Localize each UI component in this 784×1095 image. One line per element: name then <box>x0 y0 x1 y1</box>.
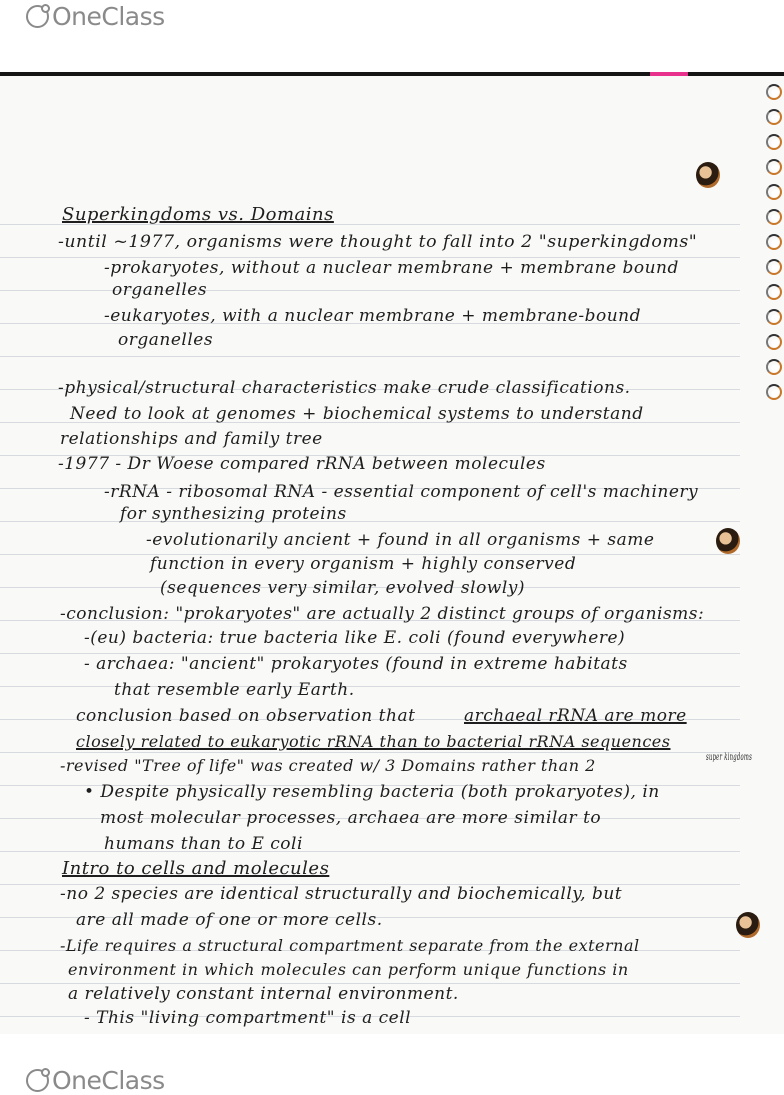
spiral-ring-icon <box>766 209 782 225</box>
note-line: - This "living compartment" is a cell <box>84 1008 412 1028</box>
pink-mark <box>650 72 688 76</box>
ruled-line <box>0 356 740 357</box>
punch-hole-icon <box>696 162 720 188</box>
note-line: -revised "Tree of life" was created w/ 3 Domains rather than 2 <box>60 756 596 775</box>
notebook-page <box>0 72 784 1034</box>
note-line: -no 2 species are identical structurally and biochemically, but <box>60 884 623 904</box>
ruled-line <box>0 686 740 687</box>
spiral-ring-icon <box>766 109 782 125</box>
oneclass-logo-top <box>26 2 165 31</box>
note-line: relationships and family tree <box>60 429 323 449</box>
spiral-ring-icon <box>766 84 782 100</box>
note-line: - archaea: "ancient" prokaryotes (found in extreme habitats <box>84 654 628 674</box>
punch-hole-icon <box>736 912 760 938</box>
brand-name: OneClass <box>52 1066 165 1095</box>
oneclass-logo-bottom <box>26 1066 165 1095</box>
spiral-ring-icon <box>766 284 782 300</box>
note-line: (sequences very similar, evolved slowly) <box>160 578 526 598</box>
note-line: environment in which molecules can perform unique functions in <box>68 960 629 979</box>
note-line: -rRNA - ribosomal RNA - essential component of cell's machinery <box>104 482 699 502</box>
note-line: are all made of one or more cells. <box>76 910 383 930</box>
note-line: that resemble early Earth. <box>114 680 355 700</box>
note-line: -(eu) bacteria: true bacteria like E. coli (found everywhere) <box>84 628 626 648</box>
punch-hole-icon <box>716 528 740 554</box>
note-line: -evolutionarily ancient + found in all organisms + same <box>146 530 655 550</box>
logo-circle-icon <box>26 1069 49 1092</box>
brand-name: OneClass <box>52 2 165 31</box>
note-line: function in every organism + highly conserved <box>150 554 577 574</box>
note-line: -until ~1977, organisms were thought to fall into 2 "superkingdoms" <box>58 232 698 252</box>
note-line: a relatively constant internal environment. <box>68 984 459 1004</box>
note-line: organelles <box>118 330 214 350</box>
note-line-underlined: archaeal rRNA are more <box>464 706 687 726</box>
note-line: • Despite physically resembling bacteria (both prokaryotes), in <box>84 782 660 802</box>
spiral-ring-icon <box>766 334 782 350</box>
note-line: organelles <box>112 280 208 300</box>
spiral-ring-icon <box>766 234 782 250</box>
ruled-line <box>0 752 740 753</box>
note-line: conclusion based on observation that <box>76 706 416 726</box>
note-line: for synthesizing proteins <box>120 504 347 524</box>
note-line: -conclusion: "prokaryotes" are actually 2 distinct groups of organisms: <box>60 604 705 624</box>
section-heading: Intro to cells and molecules <box>62 858 330 879</box>
logo-circle-icon <box>26 5 49 28</box>
note-line-underlined: closely related to eukaryotic rRNA than to bacterial rRNA sequences <box>76 732 671 751</box>
note-line: -physical/structural characteristics make crude classifications. <box>58 378 631 398</box>
ruled-line <box>0 290 740 291</box>
spiral-ring-icon <box>766 184 782 200</box>
spiral-ring-icon <box>766 384 782 400</box>
note-line: -1977 - Dr Woese compared rRNA between molecules <box>58 454 546 474</box>
ruled-line <box>0 521 740 522</box>
spiral-ring-icon <box>766 159 782 175</box>
notes-heading: Superkingdoms vs. Domains <box>62 204 334 225</box>
note-line: Need to look at genomes + biochemical systems to understand <box>70 404 644 424</box>
note-line: -eukaryotes, with a nuclear membrane + membrane-bound <box>104 306 641 326</box>
note-line: most molecular processes, archaea are more similar to <box>100 808 602 828</box>
note-line: -Life requires a structural compartment separate from the external <box>60 936 640 955</box>
spiral-ring-icon <box>766 359 782 375</box>
note-line: humans than to E coli <box>104 834 303 854</box>
spiral-ring-icon <box>766 134 782 150</box>
note-superscript: super kingdoms <box>706 752 753 763</box>
note-line: -prokaryotes, without a nuclear membrane + membrane bound <box>104 258 679 278</box>
spiral-ring-icon <box>766 259 782 275</box>
spiral-ring-icon <box>766 309 782 325</box>
